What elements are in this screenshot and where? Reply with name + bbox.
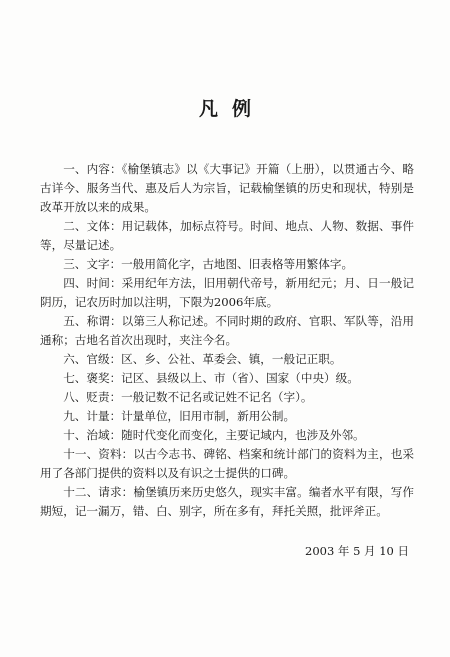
paragraph-measurement: 九、计量：计量单位，旧用市制，新用公制。 [63,409,296,423]
paragraph-characters: 三、文字：一般用简化字，古地图、旧表格等用繁体字。 [63,257,354,271]
paragraph-territory: 十、治域：随时代变化而变化，主要记域内，也涉及外邻。 [63,428,365,442]
paragraph-naming: 五、称谓：以第三人称记述。不同时期的政府、官职、军队等，沿用通称；古地名首次出现时，夹注今名。 [40,314,414,347]
paragraph-content: 一、内容：《榆堡镇志》以《大事记》开篇（上册），以贯通古今、略古详今、服务当代、惠及后人为宗旨，记载榆堡镇的历史和现状，特别是改革开放以来的成果。 [40,162,414,214]
paragraph-official-rank: 六、官级：区、乡、公社、革委会、镇，一般记正职。 [63,352,342,366]
paragraph-censure: 八、贬责：一般记数不记名或记姓不记名（字）。 [63,390,313,404]
document-date: 2003 年 5 月 10 日 [305,544,409,558]
paragraph-request: 十二、请求：榆堡镇历来历史悠久，现实丰富。编者水平有限，写作期短，记一漏万，错、白、别字，所在多有，拜托关照，批评斧正。 [40,485,414,518]
paragraph-time: 四、时间：采用纪年方法，旧用朝代帝号，新用纪元；月、日一般记阴历，记农历时加以注明，下限为2006年底。 [40,276,414,309]
paragraph-style: 二、文体：用记载体，加标点符号。时间、地点、人物、数据、事件等，尽量记述。 [40,219,414,252]
document-body [40,160,414,521]
paragraph-commendation: 七、褒奖：记区、县级以上、市（省）、国家（中央）级。 [63,371,359,385]
paragraph-sources: 十一、资料：以古今志书、碑铭、档案和统计部门的资料为主，也采用了各部门提供的资料以及有识之士提供的口碑。 [40,447,414,480]
page-title: 凡例 [198,98,265,120]
